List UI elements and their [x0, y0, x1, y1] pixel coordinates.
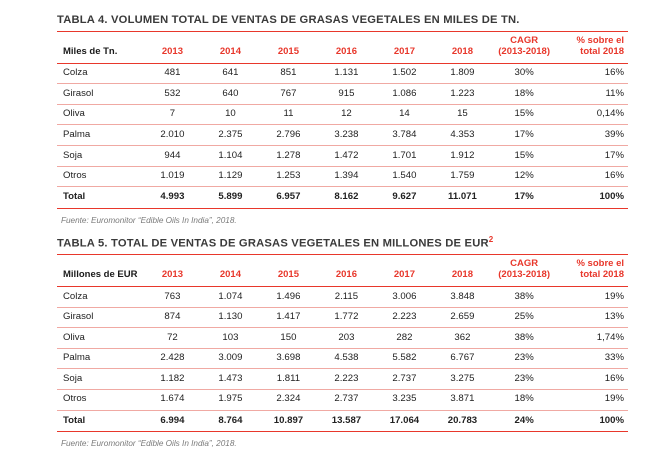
table-4-col-2018: 2018	[433, 32, 491, 63]
row-label: Soja	[57, 146, 143, 167]
cell-2018: 1.809	[433, 63, 491, 84]
cell-2017: 14	[375, 104, 433, 125]
cell-cagr: 17%	[491, 187, 556, 209]
cell-2018: 3.275	[433, 369, 491, 390]
cell-2013: 6.994	[143, 410, 201, 432]
cell-2016: 2.223	[317, 369, 375, 390]
cell-2014: 640	[201, 84, 259, 105]
cell-2018: 20.783	[433, 410, 491, 432]
cell-2014: 1.129	[201, 166, 259, 187]
table-row	[57, 307, 628, 328]
cell-2014: 1.104	[201, 146, 259, 167]
cell-2018: 15	[433, 104, 491, 125]
table-5-col-share: % sobre el total 2018	[557, 255, 628, 286]
cell-2015: 2.796	[259, 125, 317, 146]
cell-2013: 874	[143, 307, 201, 328]
cell-2017: 3.006	[375, 287, 433, 308]
cell-2016: 8.162	[317, 187, 375, 209]
cell-2014: 641	[201, 63, 259, 84]
cell-cagr: 12%	[491, 166, 556, 187]
row-label: Otros	[57, 389, 143, 410]
table-row	[57, 104, 628, 125]
cell-share: 17%	[557, 146, 628, 167]
cell-2013: 944	[143, 146, 201, 167]
cell-share: 1,74%	[557, 328, 628, 349]
row-label: Girasol	[57, 84, 143, 105]
cell-2018: 362	[433, 328, 491, 349]
table-4	[57, 32, 628, 209]
cell-share: 16%	[557, 369, 628, 390]
table-4-col-unit: Miles de Tn.	[57, 32, 143, 63]
cell-2014: 5.899	[201, 187, 259, 209]
row-label: Colza	[57, 63, 143, 84]
table-4-col-2016: 2016	[317, 32, 375, 63]
table-5-col-2018: 2018	[433, 255, 491, 286]
table-5-title	[57, 231, 628, 256]
table-4-col-2013: 2013	[143, 32, 201, 63]
cell-2015: 1.253	[259, 166, 317, 187]
cell-2016: 4.538	[317, 348, 375, 369]
cell-2015: 10.897	[259, 410, 317, 432]
cell-2018: 6.767	[433, 348, 491, 369]
cell-2014: 3.009	[201, 348, 259, 369]
cell-2015: 11	[259, 104, 317, 125]
cell-cagr: 38%	[491, 328, 556, 349]
cell-2013: 72	[143, 328, 201, 349]
cell-2016: 1.772	[317, 307, 375, 328]
table-4-col-2014: 2014	[201, 32, 259, 63]
table-5-source: Fuente: Euromonitor “Edible Oils In India”, 2018.	[61, 439, 237, 449]
cell-share: 19%	[557, 287, 628, 308]
cell-2017: 3.235	[375, 389, 433, 410]
cell-share: 39%	[557, 125, 628, 146]
table-row	[57, 84, 628, 105]
cell-2018: 2.659	[433, 307, 491, 328]
cell-share: 100%	[557, 187, 628, 209]
cell-2015: 1.811	[259, 369, 317, 390]
cell-share: 13%	[557, 307, 628, 328]
table-4-body	[57, 63, 628, 208]
cell-2017: 1.701	[375, 146, 433, 167]
cell-2015: 1.278	[259, 146, 317, 167]
cell-2014: 1.975	[201, 389, 259, 410]
cell-2015: 150	[259, 328, 317, 349]
table-block-4	[57, 10, 628, 225]
cell-2014: 8.764	[201, 410, 259, 432]
cell-2014: 1.074	[201, 287, 259, 308]
cell-share: 100%	[557, 410, 628, 432]
row-label: Total	[57, 187, 143, 209]
table-total-row	[57, 187, 628, 209]
table-5-col-2014: 2014	[201, 255, 259, 286]
cell-2014: 1.130	[201, 307, 259, 328]
cell-2017: 5.582	[375, 348, 433, 369]
cell-2015: 6.957	[259, 187, 317, 209]
table-row	[57, 146, 628, 167]
table-row	[57, 348, 628, 369]
cell-cagr: 18%	[491, 84, 556, 105]
cell-2015: 1.496	[259, 287, 317, 308]
table-row	[57, 328, 628, 349]
table-5-col-unit: Millones de EUR	[57, 255, 143, 286]
table-5-body	[57, 287, 628, 432]
cell-2016: 2.737	[317, 389, 375, 410]
table-5-title-text: TABLA 5. TOTAL DE VENTAS DE GRASAS VEGETALES EN MILLONES DE EUR	[57, 237, 489, 250]
cell-cagr: 18%	[491, 389, 556, 410]
cell-2014: 10	[201, 104, 259, 125]
table-row	[57, 287, 628, 308]
cell-2014: 2.375	[201, 125, 259, 146]
cell-2016: 203	[317, 328, 375, 349]
row-label: Palma	[57, 125, 143, 146]
cell-cagr: 17%	[491, 125, 556, 146]
cell-2015: 2.324	[259, 389, 317, 410]
cell-2013: 4.993	[143, 187, 201, 209]
cell-2015: 767	[259, 84, 317, 105]
table-row	[57, 166, 628, 187]
cell-share: 0,14%	[557, 104, 628, 125]
cell-cagr: 25%	[491, 307, 556, 328]
table-5-col-2013: 2013	[143, 255, 201, 286]
cell-2013: 1.019	[143, 166, 201, 187]
cell-cagr: 15%	[491, 104, 556, 125]
row-label: Palma	[57, 348, 143, 369]
table-4-col-2017: 2017	[375, 32, 433, 63]
cell-2016: 915	[317, 84, 375, 105]
table-4-col-cagr: CAGR (2013-2018)	[491, 32, 556, 63]
table-4-header-row	[57, 32, 628, 63]
table-4-head	[57, 32, 628, 63]
cell-2016: 1.131	[317, 63, 375, 84]
cell-2016: 13.587	[317, 410, 375, 432]
cell-2018: 3.848	[433, 287, 491, 308]
cell-cagr: 38%	[491, 287, 556, 308]
table-row	[57, 389, 628, 410]
table-row	[57, 369, 628, 390]
cell-2017: 17.064	[375, 410, 433, 432]
cell-2013: 1.182	[143, 369, 201, 390]
cell-2015: 3.698	[259, 348, 317, 369]
cell-share: 19%	[557, 389, 628, 410]
table-4-col-share: % sobre el total 2018	[557, 32, 628, 63]
table-4-title-text: TABLA 4. VOLUMEN TOTAL DE VENTAS DE GRASAS VEGETALES EN MILES DE TN.	[57, 14, 520, 26]
row-label: Girasol	[57, 307, 143, 328]
cell-2018: 1.759	[433, 166, 491, 187]
cell-cagr: 23%	[491, 348, 556, 369]
cell-2013: 7	[143, 104, 201, 125]
cell-2017: 1.540	[375, 166, 433, 187]
cell-2018: 4.353	[433, 125, 491, 146]
cell-2017: 3.784	[375, 125, 433, 146]
table-5-title-superscript: 2	[488, 234, 494, 244]
cell-2015: 851	[259, 63, 317, 84]
cell-2018: 1.912	[433, 146, 491, 167]
cell-2016: 1.472	[317, 146, 375, 167]
cell-2016: 12	[317, 104, 375, 125]
cell-2017: 9.627	[375, 187, 433, 209]
cell-2013: 1.674	[143, 389, 201, 410]
cell-2013: 481	[143, 63, 201, 84]
table-row	[57, 63, 628, 84]
cell-share: 16%	[557, 166, 628, 187]
cell-2018: 1.223	[433, 84, 491, 105]
table-5-col-2017: 2017	[375, 255, 433, 286]
cell-2018: 3.871	[433, 389, 491, 410]
table-5-col-2016: 2016	[317, 255, 375, 286]
cell-2016: 1.394	[317, 166, 375, 187]
cell-share: 11%	[557, 84, 628, 105]
cell-2017: 2.737	[375, 369, 433, 390]
cell-2013: 532	[143, 84, 201, 105]
row-label: Total	[57, 410, 143, 432]
table-4-title	[57, 10, 628, 32]
table-block-5	[57, 231, 628, 448]
table-4-source: Fuente: Euromonitor “Edible Oils In India”, 2018.	[61, 215, 237, 225]
cell-2013: 2.428	[143, 348, 201, 369]
cell-cagr: 15%	[491, 146, 556, 167]
cell-2017: 2.223	[375, 307, 433, 328]
row-label: Oliva	[57, 104, 143, 125]
cell-2017: 1.086	[375, 84, 433, 105]
cell-2014: 103	[201, 328, 259, 349]
cell-2013: 2.010	[143, 125, 201, 146]
table-5-head	[57, 255, 628, 286]
cell-2016: 2.115	[317, 287, 375, 308]
table-5	[57, 255, 628, 432]
row-label: Colza	[57, 287, 143, 308]
cell-2018: 11.071	[433, 187, 491, 209]
table-row	[57, 125, 628, 146]
table-5-header-row	[57, 255, 628, 286]
row-label: Otros	[57, 166, 143, 187]
cell-cagr: 23%	[491, 369, 556, 390]
row-label: Soja	[57, 369, 143, 390]
table-5-col-cagr: CAGR (2013-2018)	[491, 255, 556, 286]
cell-cagr: 30%	[491, 63, 556, 84]
table-5-col-2015: 2015	[259, 255, 317, 286]
cell-2016: 3.238	[317, 125, 375, 146]
table-4-col-2015: 2015	[259, 32, 317, 63]
cell-2017: 1.502	[375, 63, 433, 84]
cell-2013: 763	[143, 287, 201, 308]
table-total-row	[57, 410, 628, 432]
cell-cagr: 24%	[491, 410, 556, 432]
cell-share: 33%	[557, 348, 628, 369]
cell-2014: 1.473	[201, 369, 259, 390]
cell-share: 16%	[557, 63, 628, 84]
cell-2015: 1.417	[259, 307, 317, 328]
cell-2017: 282	[375, 328, 433, 349]
row-label: Oliva	[57, 328, 143, 349]
